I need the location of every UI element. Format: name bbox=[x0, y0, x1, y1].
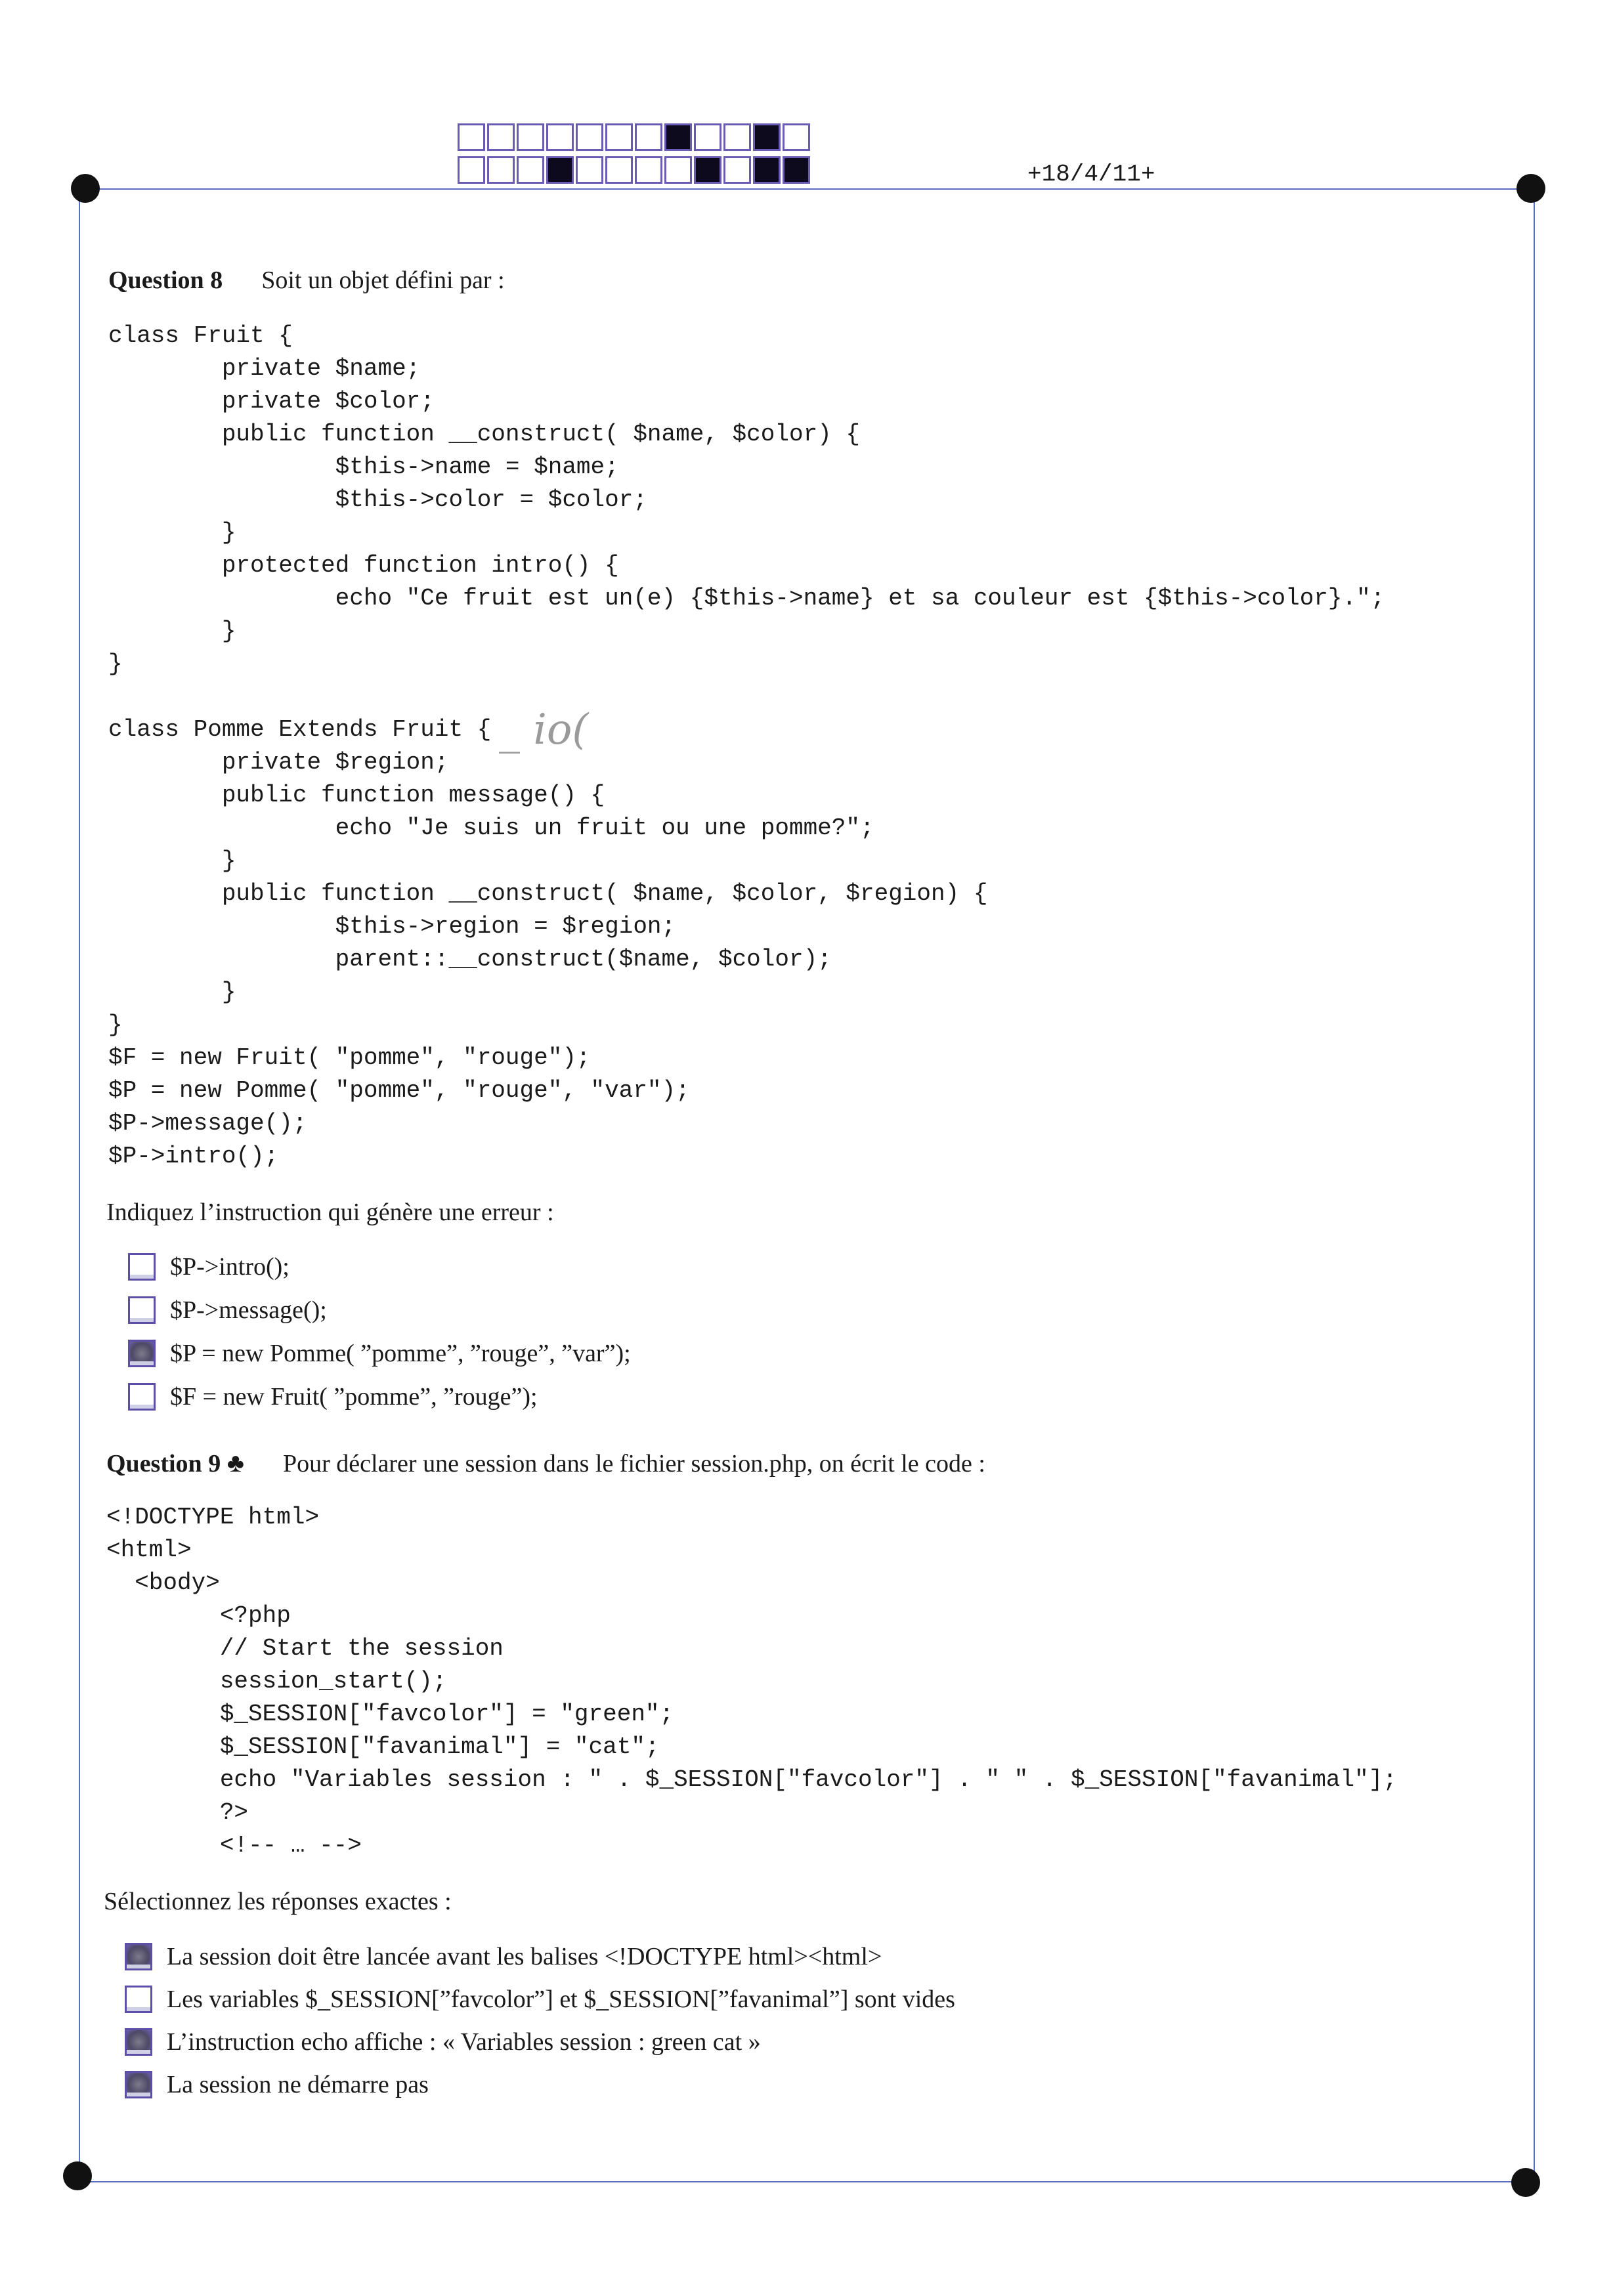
question-9-label: Question 9 bbox=[106, 1450, 221, 1478]
checkbox[interactable] bbox=[125, 1986, 152, 2013]
id-box bbox=[664, 156, 692, 184]
id-box bbox=[783, 156, 810, 184]
id-box bbox=[546, 123, 574, 151]
question-8-prompt: Indiquez l’instruction qui génère une erreur : bbox=[106, 1199, 554, 1226]
question-8-heading bbox=[108, 266, 505, 295]
checkbox[interactable] bbox=[125, 1943, 152, 1970]
id-box bbox=[576, 123, 603, 151]
checkbox[interactable] bbox=[128, 1383, 156, 1411]
checkbox[interactable] bbox=[125, 2028, 152, 2056]
q9-option-1[interactable] bbox=[125, 1942, 882, 1971]
q9-option-4[interactable] bbox=[125, 2070, 429, 2099]
question-9-prompt: Sélectionnez les réponses exactes : bbox=[104, 1888, 452, 1915]
club-icon: ♣ bbox=[226, 1448, 244, 1478]
option-label: $P->intro(); bbox=[170, 1253, 290, 1281]
question-8-text: Soit un objet défini par : bbox=[261, 266, 505, 294]
corner-mark-bl bbox=[63, 2161, 92, 2190]
q8-option-4[interactable] bbox=[128, 1382, 538, 1411]
id-box bbox=[605, 123, 633, 151]
checkbox[interactable] bbox=[125, 2071, 152, 2098]
id-box bbox=[576, 156, 603, 184]
id-box bbox=[605, 156, 633, 184]
q9-option-3[interactable] bbox=[125, 2028, 761, 2056]
id-box bbox=[635, 156, 662, 184]
checkbox[interactable] bbox=[128, 1253, 156, 1281]
id-box bbox=[635, 123, 662, 151]
id-box bbox=[664, 123, 692, 151]
id-box bbox=[517, 123, 544, 151]
id-box bbox=[723, 156, 751, 184]
option-label: Les variables $_SESSION[”favcolor”] et $_SESSION[”favanimal”] sont vides bbox=[167, 1986, 955, 2013]
q9-option-2[interactable] bbox=[125, 1985, 955, 2014]
id-box bbox=[694, 123, 721, 151]
corner-mark-br bbox=[1511, 2168, 1540, 2197]
id-box bbox=[458, 123, 485, 151]
corner-box-row-2 bbox=[458, 156, 812, 184]
id-box bbox=[753, 123, 781, 151]
id-box bbox=[546, 156, 574, 184]
id-box bbox=[458, 156, 485, 184]
corner-mark-tl bbox=[71, 174, 100, 203]
id-box bbox=[487, 123, 515, 151]
question-9-text: Pour déclarer une session dans le fichier session.php, on écrit le code : bbox=[282, 1450, 985, 1478]
id-box bbox=[487, 156, 515, 184]
corner-box-row-1 bbox=[458, 123, 812, 151]
question-8-code: class Fruit { private $name; private $color; public function __construct( $name, $color) { $this->name = $name; $this->color = $color; } protected function intro() { echo "Ce fruit est un(e) {$this->name} et sa couleur est {$this->color}."; } } class Pomme Extends Fruit { private $region; public function message() { echo "Je suis un fruit ou une pomme?"; } public function __construct( $name, $color, $region) { $this->region = $region; parent::__construct($name, $color); } } $F = new Fruit( "pomme", "rouge"); $P = new Pomme( "pomme", "rouge", "var"); $P->message(); $P->intro(); bbox=[108, 322, 1385, 1170]
option-label: $P = new Pomme( ”pomme”, ”rouge”, ”var”); bbox=[170, 1340, 631, 1367]
option-label: La session ne démarre pas bbox=[167, 2071, 429, 2098]
option-label: $F = new Fruit( ”pomme”, ”rouge”); bbox=[170, 1383, 538, 1411]
question-9-code: <!DOCTYPE html> <html> <body> <?php // Start the session session_start(); $_SESSION["favcolor"] = "green"; $_SESSION["favanimal"] = "cat"; echo "Variables session : " . $_SESSION["favcolor"] . " " . $_SESSION["favanimal"]; ?> <!-- … --> bbox=[106, 1504, 1397, 1859]
id-box bbox=[694, 156, 721, 184]
id-box bbox=[783, 123, 810, 151]
option-label: La session doit être lancée avant les balises <!DOCTYPE html><html> bbox=[167, 1943, 882, 1970]
option-label: L’instruction echo affiche : « Variables session : green cat » bbox=[167, 2028, 761, 2056]
q8-option-1[interactable] bbox=[128, 1252, 290, 1281]
q8-option-3[interactable] bbox=[128, 1339, 631, 1368]
id-box bbox=[517, 156, 544, 184]
question-8-label: Question 8 bbox=[108, 266, 223, 294]
id-box bbox=[753, 156, 781, 184]
handwritten-annotation: _ io( bbox=[499, 706, 589, 754]
corner-mark-tr bbox=[1516, 174, 1545, 203]
q8-option-2[interactable] bbox=[128, 1296, 327, 1325]
option-label: $P->message(); bbox=[170, 1296, 327, 1324]
id-box bbox=[723, 123, 751, 151]
question-9-heading bbox=[106, 1447, 985, 1478]
checkbox[interactable] bbox=[128, 1296, 156, 1324]
exam-id: +18/4/11+ bbox=[1027, 161, 1155, 188]
checkbox[interactable] bbox=[128, 1340, 156, 1367]
